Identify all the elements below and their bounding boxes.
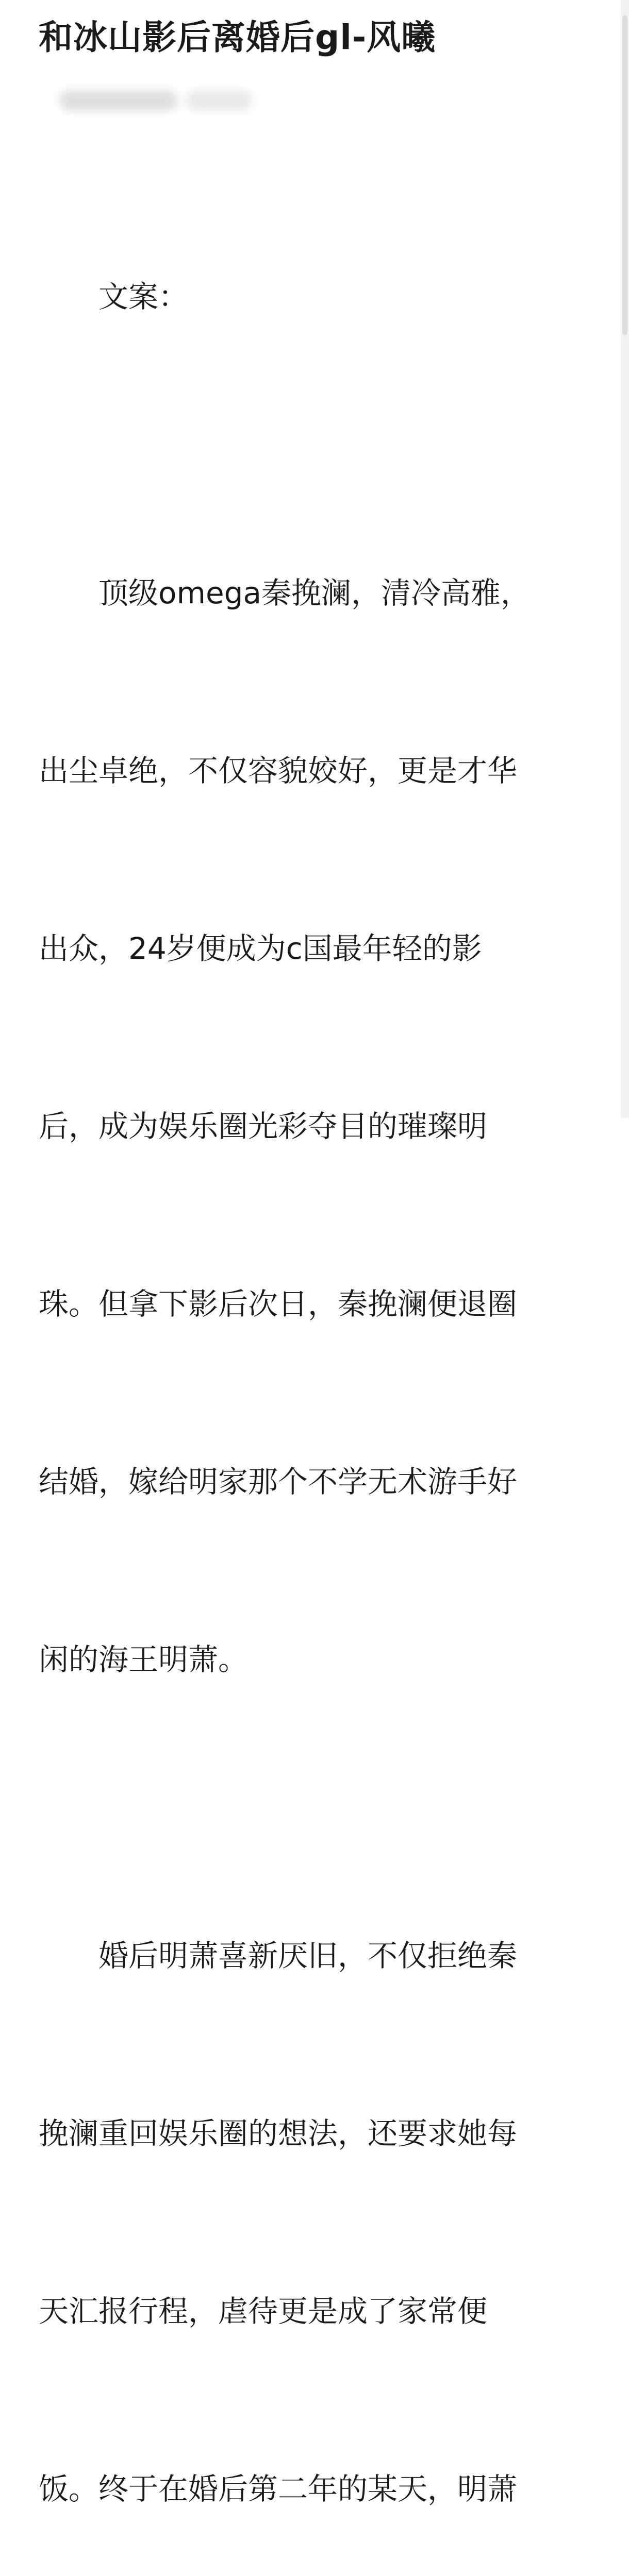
text-line: 出尘卓绝，不仅容貌姣好，更是才华 bbox=[39, 753, 518, 788]
paragraph bbox=[39, 1808, 585, 2576]
article-meta-blurred bbox=[31, 82, 278, 118]
article-title: 和冰山影后离婚后gl-风曦 bbox=[39, 18, 436, 57]
scrollbar-thumb[interactable] bbox=[622, 15, 627, 335]
text-line: 出众，24岁便成为c国最年轻的影 bbox=[39, 931, 482, 966]
text-line: 天汇报行程，虐待更是成了家常便 bbox=[39, 2294, 488, 2329]
author-info-blurred bbox=[59, 90, 178, 111]
text-line: 顶级omega秦挽澜，清冷高雅， bbox=[39, 575, 531, 611]
text-line: 挽澜重回娱乐圈的想法，还要求她每 bbox=[39, 2116, 518, 2151]
vertical-scrollbar[interactable] bbox=[621, 0, 629, 1118]
text-line: 闲的海王明萧。 bbox=[39, 1642, 249, 1677]
date-info-blurred bbox=[186, 90, 253, 111]
paragraph bbox=[39, 445, 585, 1808]
text-line: 婚后明萧喜新厌旧，不仅拒绝秦 bbox=[39, 1938, 518, 1973]
text-line: 结婚，嫁给明家那个不学无术游手好 bbox=[39, 1464, 518, 1499]
paragraph-heading bbox=[39, 149, 585, 445]
text-line: 珠。但拿下影后次日，秦挽澜便退圈 bbox=[39, 1286, 518, 1321]
text-line: 文案： bbox=[39, 279, 189, 314]
text-line: 后，成为娱乐圈光彩夺目的璀璨明 bbox=[39, 1109, 488, 1144]
text-line: 饭。终于在婚后第二年的某天，明萧 bbox=[39, 2471, 518, 2506]
article-body bbox=[39, 149, 585, 2576]
